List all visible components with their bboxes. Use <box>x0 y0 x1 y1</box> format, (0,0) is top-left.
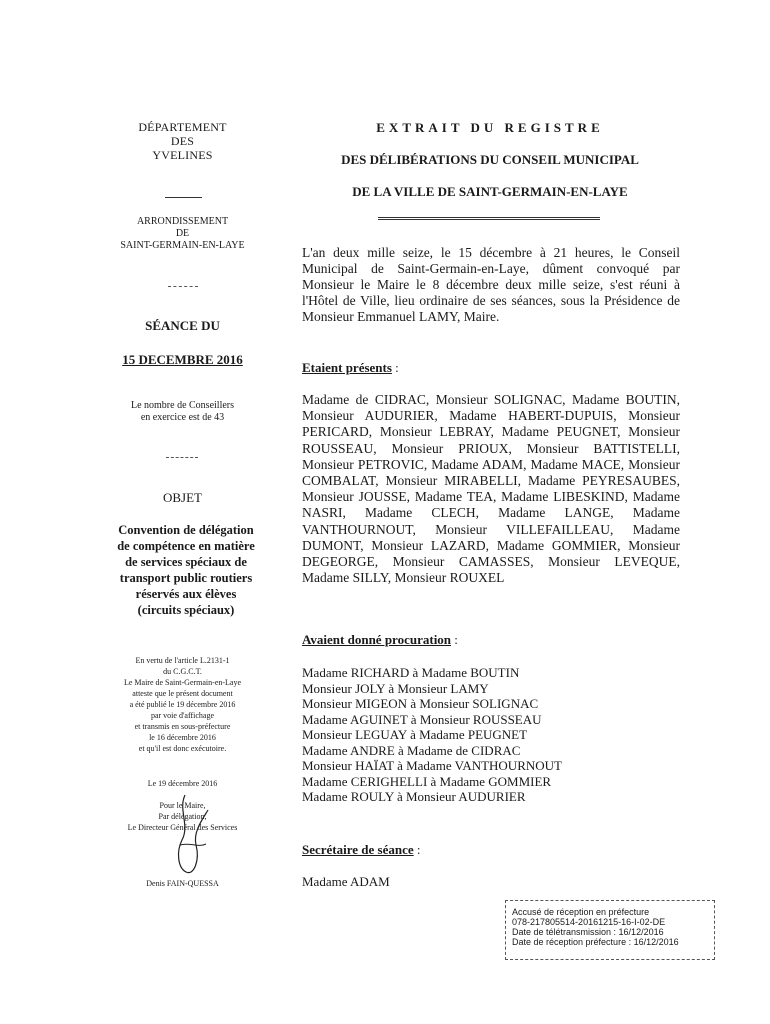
objet-line: Convention de délégation <box>118 523 254 537</box>
objet-line: réservés aux élèves <box>135 587 237 601</box>
objet-line: de compétence en matière <box>117 539 255 553</box>
certif-line: et qu'il est donc exécutoire. <box>138 744 227 753</box>
intro-paragraph: L'an deux mille seize, le 15 décembre à 21 heures, le Conseil Municipal de Saint-Germain-en-Laye, dûment convoqué par Monsieur le Maire le 8 décembre deux mille seize, s'est réuni à l'Hôtel de Ville, lieu ordinaire de ses séances, sous la Présidence de Monsieur Emmanuel LAMY, Maire. <box>302 245 680 324</box>
departement-line: DES <box>170 134 195 148</box>
list-item: Monsieur HAÏAT à Madame VANTHOURNOUT <box>302 758 562 773</box>
certif-line: Le Maire de Saint-Germain-en-Laye <box>123 678 242 687</box>
stamp-line: Accusé de réception en préfecture <box>512 907 650 917</box>
prefecture-stamp <box>505 900 715 960</box>
sign-name: Denis FAIN-QUESSA <box>146 879 219 888</box>
presents-colon: : <box>391 360 399 375</box>
list-item: Madame CERIGHELLI à Madame GOMMIER <box>302 773 552 789</box>
header-line-1: EXTRAIT DU REGISTRE <box>376 120 604 135</box>
sign-date: Le 19 décembre 2016 <box>147 779 218 788</box>
arrondissement-block <box>95 216 270 252</box>
sign-line: Par délégation, <box>158 812 207 821</box>
seance-label: SÉANCE DU <box>145 318 220 333</box>
objet-line: de services spéciaux de <box>125 555 247 569</box>
conseillers-line: Le nombre de Conseillers <box>130 400 235 411</box>
list-item: Madame AGUINET à Monsieur ROUSSEAU <box>302 711 542 727</box>
objet-text <box>96 522 276 618</box>
objet-line: (circuits spéciaux) <box>137 603 235 617</box>
certif-line: En vertu de l'article L.2131-1 <box>135 656 230 665</box>
certif-line: a été publié le 19 décembre 2016 <box>129 700 236 709</box>
certif-line: du C.G.C.T. <box>163 667 202 676</box>
arrondissement-line: ARRONDISSEMENT <box>136 216 229 227</box>
sign-line: Pour le Maire, <box>159 801 206 810</box>
divider <box>165 197 202 198</box>
procuration-list <box>302 665 680 805</box>
header-rule <box>378 217 600 220</box>
handwritten-signature <box>160 790 220 880</box>
divider <box>168 286 198 287</box>
secretaire-title: Secrétaire de séance <box>302 842 414 857</box>
departement-line: DÉPARTEMENT <box>138 120 227 134</box>
certif-line: le 16 décembre 2016 <box>149 733 216 742</box>
presents-title: Etaient présents <box>302 360 392 375</box>
conseillers-line: en exercice est de 43 <box>140 412 225 423</box>
stamp-line: 078-217805514-20161215-16-I-02-DE <box>512 917 666 927</box>
divider <box>166 457 198 458</box>
certif-line: et transmis en sous-préfecture <box>134 722 231 731</box>
departement-line: YVELINES <box>152 148 213 162</box>
certification-block <box>95 655 270 754</box>
arrondissement-line: SAINT-GERMAIN-EN-LAYE <box>120 240 245 251</box>
sign-line: Le Directeur Général des Services <box>127 823 238 832</box>
presents-heading <box>302 360 680 376</box>
arrondissement-line: DE <box>175 228 190 239</box>
objet-label: OBJET <box>163 490 202 505</box>
secretaire-colon: : <box>413 842 421 857</box>
conseillers-count <box>95 400 270 424</box>
departement-block <box>95 120 270 162</box>
list-item: Monsieur JOLY à Monsieur LAMY <box>302 680 489 696</box>
certif-line: atteste que le présent document <box>132 689 233 698</box>
list-item: Madame ANDRE à Madame de CIDRAC <box>302 742 521 758</box>
procuration-title: Avaient donné procuration <box>302 632 452 647</box>
procuration-heading <box>302 632 680 648</box>
secretaire-heading <box>302 842 680 858</box>
list-item: Madame ROULY à Monsieur AUDURIER <box>302 789 526 804</box>
stamp-line: Date de télétransmission : 16/12/2016 <box>512 927 664 937</box>
secretaire-name: Madame ADAM <box>302 874 390 889</box>
header-line-3: DE LA VILLE DE SAINT-GERMAIN-EN-LAYE <box>352 184 628 199</box>
stamp-line: Date de réception préfecture : 16/12/2016 <box>512 937 679 947</box>
header-line-2: DES DÉLIBÉRATIONS DU CONSEIL MUNICIPAL <box>341 152 639 167</box>
procuration-colon: : <box>451 632 458 647</box>
objet-line: transport public routiers <box>119 571 253 585</box>
list-item: Madame RICHARD à Madame BOUTIN <box>302 665 520 680</box>
seance-date: 15 DECEMBRE 2016 <box>122 352 243 367</box>
presents-list: Madame de CIDRAC, Monsieur SOLIGNAC, Madame BOUTIN, Monsieur AUDURIER, Madame HABERT-DUPUIS, Monsieur PERICARD, Monsieur LEBRAY, Madame PEUGNET, Monsieur ROUSSEAU, Monsieur PRIOUX, Monsieur BATTISTELLI, Monsieur PETROVIC, Madame ADAM, Madame MACE, Monsieur COMBALAT, Monsieur MIRABELLI, Madame PEYRESAUBES, Monsieur JOUSSE, Madame TEA, Madame LIBESKIND, Madame NASRI, Madame CLECH, Madame LANGE, Madame VANTHOURNOUT, Monsieur VILLEFAILLEAU, Madame DUMONT, Monsieur LAZARD, Madame GOMMIER, Monsieur DEGEORGE, Monsieur CAMASSES, Monsieur LEVEQUE, Madame SILLY, Monsieur ROUXEL <box>302 392 680 586</box>
certif-line: par voie d'affichage <box>150 711 215 720</box>
list-item: Monsieur MIGEON à Monsieur SOLIGNAC <box>302 696 539 711</box>
list-item: Monsieur LEGUAY à Madame PEUGNET <box>302 727 528 742</box>
